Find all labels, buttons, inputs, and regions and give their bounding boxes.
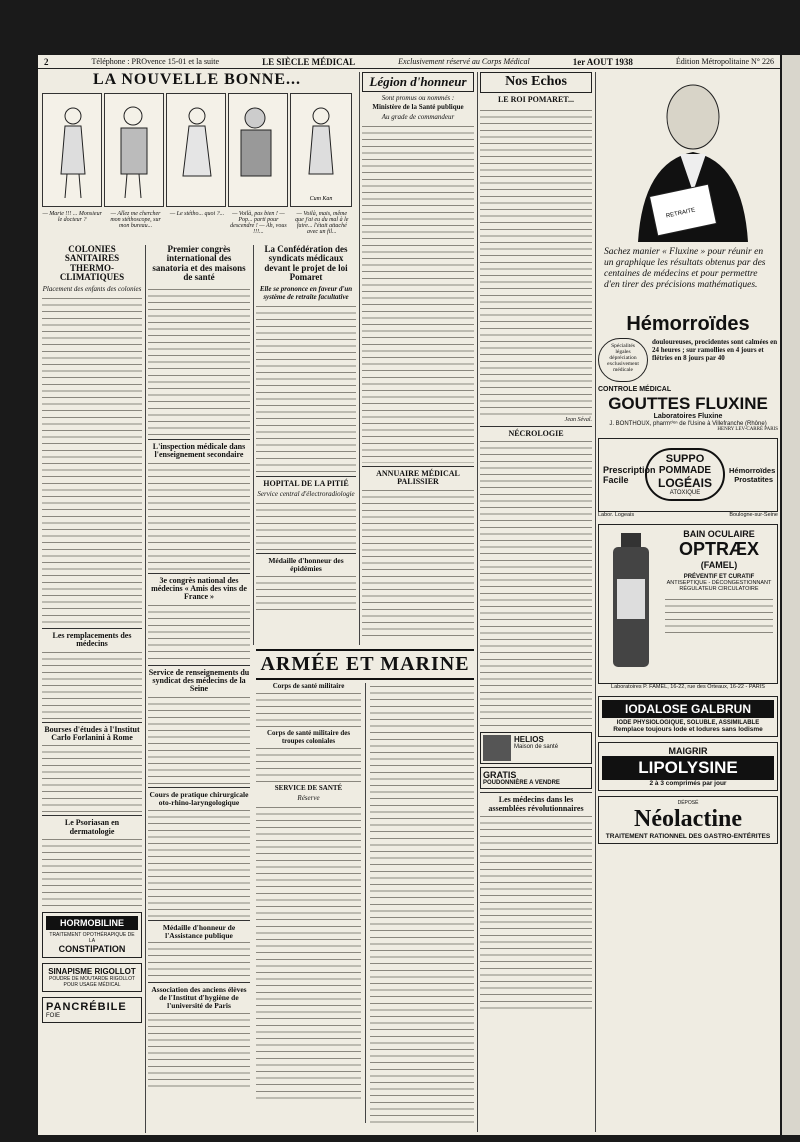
cartoon-signature: Cum Kan — [309, 195, 333, 202]
col2-sub3: Service de renseignements du syndicat des médecins de la Seine — [148, 667, 250, 694]
caption-3: — Le stétho... quoi ?... — [169, 210, 225, 217]
cartoon-panel-4 — [228, 93, 288, 207]
col3-sub1: Elle se prononce en faveur d'un système de retraite facultative — [259, 284, 353, 301]
exclusive-line: Exclusivement réservé au Corps Médical — [398, 57, 530, 66]
illustration-credit: HENRY LEV-CARRÉ PARIS — [717, 426, 778, 432]
armee-sub2: Corps de santé militaire des troupes coloniales — [266, 729, 351, 745]
fluxine-brand: GOUTTES FLUXINE — [608, 394, 768, 413]
col2-sub6: Association des anciens élèves de l'Institut d'hygiène de l'université de Paris — [151, 985, 247, 1011]
ad-logeais: Prescription Facile SUPPO POMMADE LOGÉAIS ATOXIQUE Hémorroïdes Prostatites — [598, 438, 778, 512]
col2-sub2: 3e congrès national des médecins « Amis des vins de France » — [151, 575, 247, 602]
armee-section — [256, 649, 474, 1133]
optraex-lab: Laboratoires P. FAMEL, 16-22, rue des Orteaux, 16-22 - PARIS — [611, 683, 765, 690]
issue-date: 1er AOUT 1938 — [572, 56, 633, 67]
echos-title: Nos Echos — [480, 72, 592, 93]
cartoon-title: LA NOUVELLE BONNE... — [92, 72, 302, 88]
column-2 — [148, 245, 250, 1133]
helios-photo — [483, 735, 511, 761]
echos-signature: Jean Séval. — [564, 417, 592, 424]
col2-sub4: Cours de pratique chirurgicale oto-rhino-laryngologique — [149, 789, 249, 807]
page-number: 2 — [44, 56, 49, 67]
necrology-title: NÉCROLOGIE — [508, 429, 564, 439]
edition-line: Édition Métropolitaine N° 226 — [675, 57, 774, 66]
legion-ministry: Ministère de la Santé publique — [372, 102, 464, 111]
specialites-badge: Spécialités légales dépréciation exclusivement médicale — [598, 338, 648, 382]
col3-sub2: HOPITAL DE LA PITIÉ — [263, 478, 349, 488]
ad-hormobiline: HORMOBILINE TRAITEMENT OPOTHÉRAPIQUE DE LA CONSTIPATION — [42, 912, 142, 958]
col1-body — [42, 295, 142, 625]
maid-drawing-3 — [291, 94, 351, 206]
col1-sub2: Les remplacements des médecins — [52, 630, 132, 649]
paper-name: LE SIÈCLE MÉDICAL — [262, 56, 356, 67]
cartoon-panel-2 — [104, 93, 164, 207]
column-echos — [480, 72, 592, 1132]
column-legion — [362, 72, 474, 645]
armee-sub4: Réserve — [297, 794, 320, 803]
column-1 — [42, 245, 142, 1133]
ad-optraex: BAIN OCULAIRE OPTRÆX (FAMEL) PRÉVENTIF ET CURATIF ANTISEPTIQUE - DÉCONGESTIONNANT RÉGULATEUR CIRCULATOIRE — [598, 524, 778, 684]
bottle-icon — [603, 529, 659, 679]
cartoon-strip — [42, 72, 352, 240]
cartoon-panel-3 — [166, 93, 226, 207]
newspaper-page — [38, 55, 780, 1135]
col3-sub5: ANNUAIRE MÉDICAL PALISSIER — [376, 468, 460, 487]
legion-grade: Au grade de commandeur — [381, 112, 455, 121]
ad-column: RETRAITE Sachez manier « Fluxine » pour réunir en un graphique les résultats obtenus par des centaines de médecins et pour permettre d'en tirer des précisions mathématiques. Hémorroïdes Spécialités légales dépréciation exclusivement médicale douloureuses, procidentes sont calmées en 24 heures ; sur ramollies en 4 jours et flétries en 8 jours par 40 CONTROLE MÉDICAL GOUTTES FLUXINE Laboratoires Fluxine J. BONTHOUX, pharmᶜⁱᵉⁿ de l'Usine à Villefranche (Rhône) HENRY LEV-CARRÉ PARIS Prescription Facile SUPPO POMMADE LOGÉAIS ATOXIQUE Hémorroïdes Prostatites Labor. Logeais Boulogne-sur-Seine BAIN OCULAIRE OPTRÆX (FAMEL) PRÉVENTIF ET CURATIF ANTISEPTIQUE - DÉCONGESTIONNANT RÉGULATEUR CIRCULATOIRE Laboratoires P. FAMEL, 16-22, rue des Orteaux, 16-22 - PARIS IODALOSE GALBRUN IODE PHYSIOLOGIQUE, SOLUBLE, ASSIMILABLE Remplace toujours Iode et Iodures sans Iodisme MAIGRIR LIPOLYSINE 2 à 3 comprimés par jour DÉPOSÉ Néolactine TRAITEMENT RATIONNEL DES GASTRO-ENTÉRITES — [598, 72, 778, 1132]
cartoon-panel-1 — [42, 93, 102, 207]
caption-2: — Allez me chercher mon stéthoscope, sur mon bureau... — [110, 210, 161, 229]
col1-title: COLONIES SANITAIRES THERMO-CLIMATIQUES — [59, 245, 125, 283]
fluxine-lab-line: J. BONTHOUX, pharmᶜⁱᵉⁿ de l'Usine à Villefranche (Rhône) — [609, 420, 767, 427]
col1-sub4: Le Psoriasan en dermatologie — [64, 818, 120, 836]
col3-sub4: Médaille d'honneur des épidémies — [268, 556, 344, 574]
fluxine-text: douloureuses, procidentes sont calmées en 24 heures ; sur ramollies en 4 jours et flétries en 8 jours par 40 — [652, 338, 778, 362]
col1-sub1: Placement des enfants des colonies — [42, 284, 142, 293]
next-page-edge — [782, 55, 800, 1135]
ad-iodalose: IODALOSE GALBRUN IODE PHYSIOLOGIQUE, SOLUBLE, ASSIMILABLE Remplace toujours Iode et Iodures sans Iodisme — [598, 696, 778, 737]
maid-drawing — [43, 94, 101, 206]
armee-sub1: Corps de santé militaire — [272, 682, 345, 690]
fluxine-lab: Laboratoires Fluxine — [653, 412, 723, 420]
echos-item-title: LE ROI POMARET... — [497, 94, 575, 104]
ad-neolactine: DÉPOSÉ Néolactine TRAITEMENT RATIONNEL DES GASTRO-ENTÉRITES — [598, 796, 778, 844]
col2-sub1: L'inspection médicale dans l'enseignement secondaire — [152, 441, 246, 460]
legion-subtitle: Sont promus ou nommés : — [381, 93, 455, 102]
ad-helios: HELIOS Maison de santé — [480, 732, 592, 764]
ad-lipolysine: MAIGRIR LIPOLYSINE 2 à 3 comprimés par jour — [598, 742, 778, 791]
doctor-drawing — [105, 94, 163, 206]
fluxine-illustration — [598, 72, 778, 312]
armee-sub3: SERVICE DE SANTÉ — [274, 784, 343, 793]
fluxine-slogan: Sachez manier « Fluxine » pour réunir en un graphique les résultats obtenus par des centaines de médecins et pour permettre d'en tirer des précisions mathématiques. — [604, 247, 766, 290]
phone-line: Téléphone : PROvence 15-01 et la suite — [91, 57, 220, 66]
doctor-drawing-2 — [229, 94, 287, 206]
fluxine-control: CONTROLE MÉDICAL — [598, 386, 672, 393]
fluxine-hemorroides: Hémorroïdes — [626, 313, 750, 335]
col3-sub3: Service central d'électroradiologie — [257, 490, 355, 499]
cartoon-panel-5 — [290, 93, 352, 207]
col6-sub1: Les médecins dans les assemblées révolutionnaires — [488, 795, 584, 813]
col2-title: Premier congrès international des sanatoria et des maisons de santé — [152, 245, 246, 283]
doctor-illustration — [598, 72, 778, 242]
col3-title: La Confédération des syndicats médicaux devant le projet de loi Pomaret — [264, 245, 348, 283]
hormobiline-name: HORMOBILINE — [46, 916, 138, 930]
running-header — [38, 55, 780, 69]
caption-1: — Marie !!! ... Monsieur le docteur ? — [42, 210, 102, 223]
armee-title: ARMÉE ET MARINE — [256, 649, 474, 680]
col2-sub5: Médaille d'honneur de l'Assistance publique — [162, 922, 236, 940]
column-3 — [256, 245, 356, 645]
ad-sinapisme: SINAPISME RIGOLLOT POUDRE DE MOUTARDE RIGOLLOT POUR USAGE MÉDICAL — [42, 963, 142, 992]
caption-5: — Voilà, mais, même que j'ai eu du mal à le faire... l'était attaché avec un fil... — [295, 210, 349, 235]
ad-gratis: GRATIS POUDONNIÈRE A VENDRE — [480, 767, 592, 789]
col1-sub3: Bourses d'études à l'Institut Carlo Forlanini à Rome — [44, 724, 140, 742]
legion-title: Légion d'honneur — [362, 72, 474, 92]
ad-pancrebile: PANCRÉBILE FOIE — [42, 997, 142, 1023]
caption-4: — Voilà, pas bien ! — Pop... parti pour descendre ! — Ah, vous !!!... — [230, 210, 287, 235]
maid-drawing-2 — [167, 94, 225, 206]
document-label: RETRAITE — [665, 207, 696, 220]
